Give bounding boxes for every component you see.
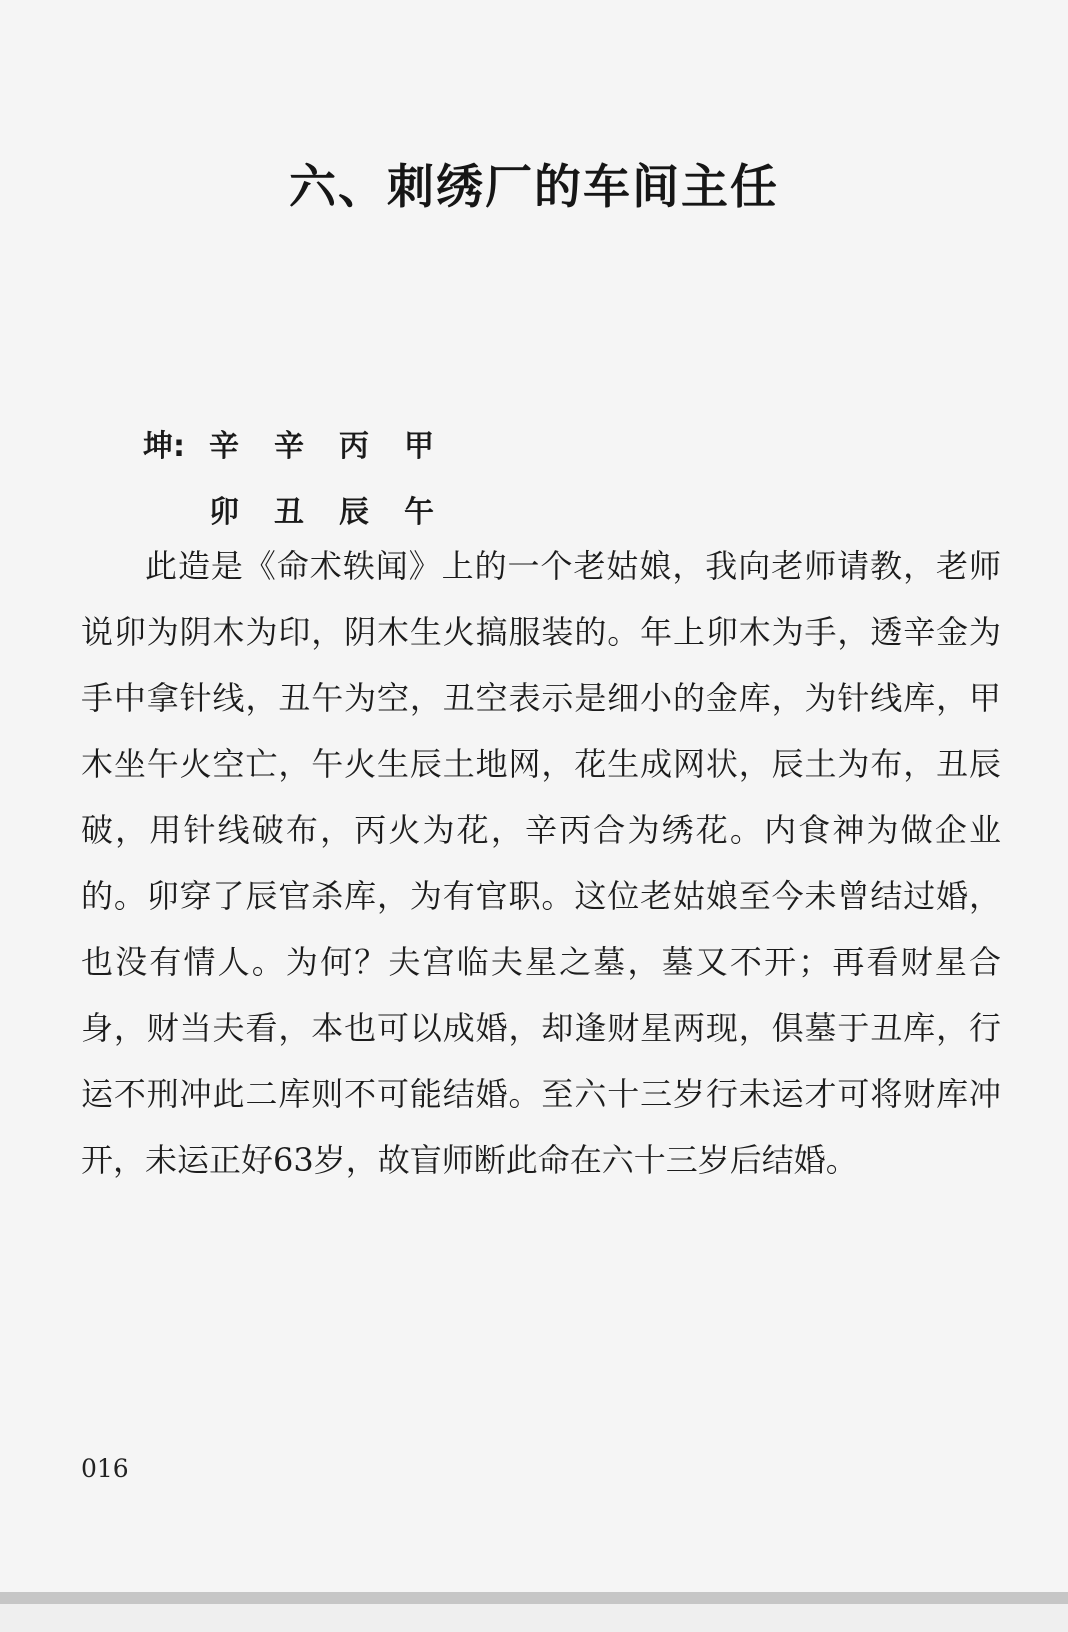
month-stem: 辛 (274, 429, 304, 464)
chart-label: 坤: (143, 429, 185, 464)
text-line: 开，未运正好63岁，故盲师断此命在六十三岁后结婚。 (81, 1141, 858, 1179)
chapter-title: 六、刺绣厂的车间主任 (289, 160, 779, 215)
text-line: 说卯为阴木为印，阴木生火搞服装的。年上卯木为手，透辛金为 (81, 613, 1001, 651)
text-line: 手中拿针线，丑午为空，丑空表示是细小的金库，为针线库，甲 (81, 679, 1001, 717)
bottom-margin (0, 1604, 1068, 1632)
body-paragraph (81, 533, 1001, 1193)
text-line: 木坐午火空亡，午火生辰土地网，花生成网状，辰土为布，丑辰 (81, 745, 1001, 783)
text-line: 身，财当夫看，本也可以成婚，却逢财星两现，俱墓于丑库，行 (81, 1009, 1001, 1047)
year-branch: 卯 (209, 495, 239, 530)
hour-branch: 午 (404, 495, 434, 530)
text-line: 运不刑冲此二库则不可能结婚。至六十三岁行未运才可将财库冲 (81, 1075, 1001, 1113)
page-number: 016 (81, 1454, 129, 1483)
hour-stem: 甲 (404, 429, 434, 464)
text-line: 破，用针线破布，丙火为花，辛丙合为绣花。内食神为做企业 (81, 811, 1001, 849)
day-stem: 丙 (339, 429, 369, 464)
page-edge-divider (0, 1592, 1068, 1604)
day-branch: 辰 (339, 495, 369, 530)
bazi-chart (143, 410, 469, 542)
heavenly-stems-row (143, 410, 469, 476)
year-stem: 辛 (209, 429, 239, 464)
text-line: 此造是《命术轶闻》上的一个老姑娘，我向老师请教，老师 (145, 547, 1001, 585)
text-line: 的。卯穿了辰官杀库，为有官职。这位老姑娘至今未曾结过婚， (81, 877, 1001, 915)
month-branch: 丑 (274, 495, 304, 530)
text-line: 也没有情人。为何？夫宫临夫星之墓，墓又不开；再看财星合 (81, 943, 1001, 981)
